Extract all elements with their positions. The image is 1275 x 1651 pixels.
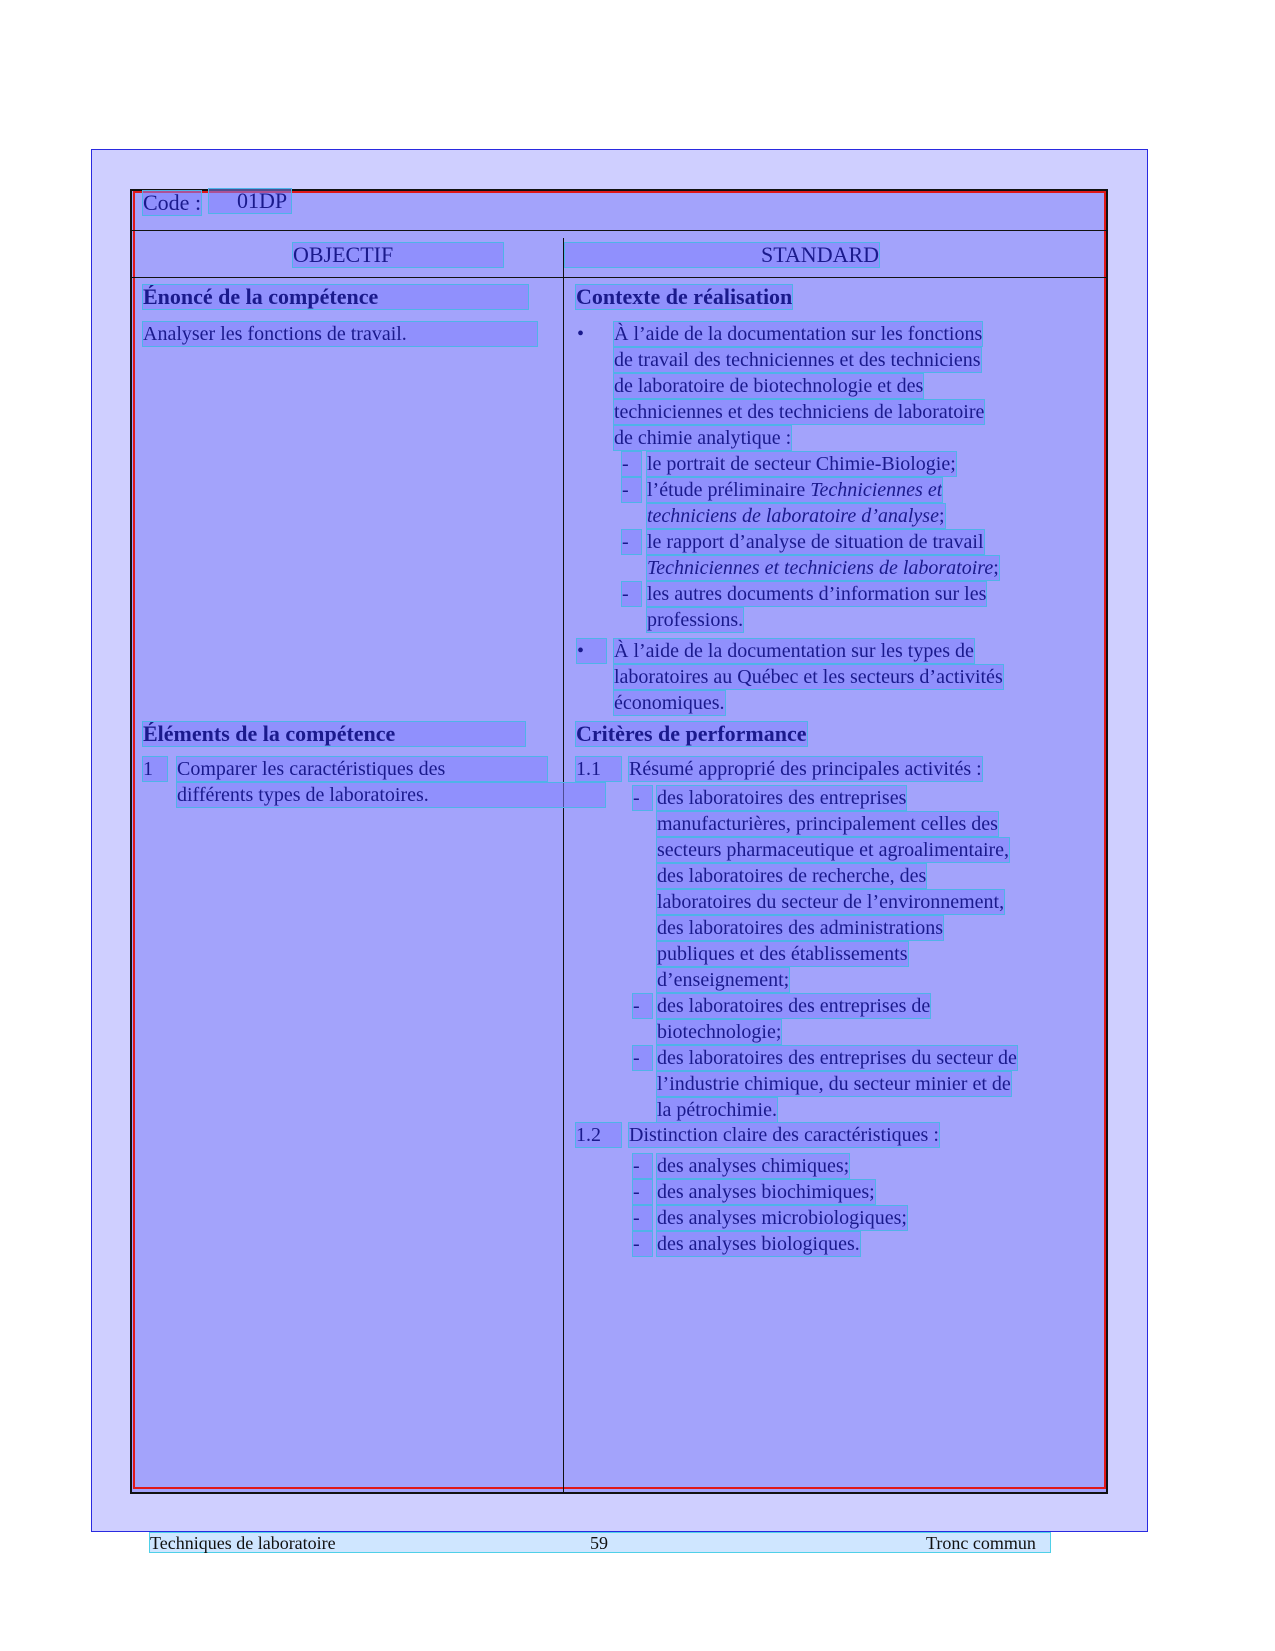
context-2-line: À l’aide de la documentation sur les types de [614,640,974,662]
criterion-item-line: publiques et des établissements [657,943,908,965]
criterion-item-line: des laboratoires des entreprises de [657,995,931,1017]
criterion-item-line: la pétrochimie. [657,1099,777,1121]
footer-section: Tronc commun [926,1533,1036,1553]
column-divider [563,238,564,1494]
dash-icon: - [622,452,641,476]
criterion-item-line: des analyses microbiologiques; [657,1207,907,1229]
criterion-1-2-text: Distinction claire des caractéristiques : [629,1124,939,1146]
dash-icon: - [622,478,641,502]
context-sub-item-cont: techniciens de laboratoire d’analyse; [647,505,945,527]
criterion-item-line: secteurs pharmaceutique et agroalimentaire, [657,839,1010,861]
context-sub-item: les autres documents d’information sur les [647,583,987,605]
dash-icon: - [622,582,641,606]
code-label: Code : [143,190,202,215]
criterion-1-1-text: Résumé approprié des principales activités : [629,758,982,780]
context-1-line: de travail des techniciennes et des techniciens [614,349,981,371]
header-divider [130,230,1108,231]
context-1-line: de laboratoire de biotechnologie et des [614,375,924,397]
criterion-item-line: l’industrie chimique, du secteur minier et de [657,1073,1011,1095]
context-sub-item-cont: professions. [647,609,744,631]
column-header-objectif: OBJECTIF [293,243,503,267]
element-1-line1: Comparer les caractéristiques des [177,757,547,781]
context-1-line: techniciennes et des techniciens de laboratoire [614,401,985,423]
dash-icon: - [633,786,652,810]
footer-program: Techniques de laboratoire [150,1533,336,1553]
context-1-line: À l’aide de la documentation sur les fonctions [614,323,983,345]
criterion-item-line: des laboratoires des entreprises du secteur de [657,1047,1017,1069]
bullet-icon: • [577,323,585,345]
context-sub-item-cont: Techniciennes et techniciens de laboratoire; [647,557,999,579]
criterion-item-line: des analyses biologiques. [657,1233,860,1255]
criterion-item-line: biotechnologie; [657,1021,782,1043]
element-1-line2: différents types de laboratoires. [177,783,605,807]
column-header-divider [130,277,1108,278]
bullet-icon: • [577,639,606,663]
dash-icon: - [633,1180,652,1204]
context-2-line: économiques. [614,692,725,714]
element-1-number: 1 [143,757,167,781]
context-sub-item: le rapport d’analyse de situation de travail [647,531,984,553]
footer-page-number: 59 [590,1533,608,1553]
context-1-line: de chimie analytique : [614,427,792,449]
criterion-item-line: d’enseignement; [657,969,790,991]
dash-icon: - [622,530,641,554]
competence-title: Énoncé de la compétence [143,285,528,309]
criterion-item-line: des laboratoires des entreprises [657,787,907,809]
dash-icon: - [633,1154,652,1178]
competence-text: Analyser les fonctions de travail. [143,322,537,346]
dash-icon: - [633,1206,652,1230]
criterion-item-line: des analyses chimiques; [657,1155,850,1177]
column-header-standard: STANDARD [565,243,879,267]
criterion-item-line: laboratoires du secteur de l’environnement, [657,891,1005,913]
dash-icon: - [633,1232,652,1256]
criterion-1-1-number: 1.1 [576,757,621,781]
criteria-title: Critères de performance [576,721,807,746]
criterion-item-line: des analyses biochimiques; [657,1181,875,1203]
dash-icon: - [633,1046,652,1070]
context-sub-item: le portrait de secteur Chimie-Biologie; [647,453,956,475]
code-value: 01DP [209,189,291,213]
criterion-item-line: des laboratoires de recherche, des [657,865,927,887]
criterion-item-line: des laboratoires des administrations [657,917,944,939]
criterion-item-line: manufacturières, principalement celles des [657,813,998,835]
context-title: Contexte de réalisation [576,284,793,309]
context-2-line: laboratoires au Québec et les secteurs d’activités [614,666,1003,688]
criterion-1-2-number: 1.2 [576,1123,621,1147]
elements-title: Éléments de la compétence [143,722,525,746]
context-sub-item: l’étude préliminaire Techniciennes et [647,479,943,501]
dash-icon: - [633,994,652,1018]
